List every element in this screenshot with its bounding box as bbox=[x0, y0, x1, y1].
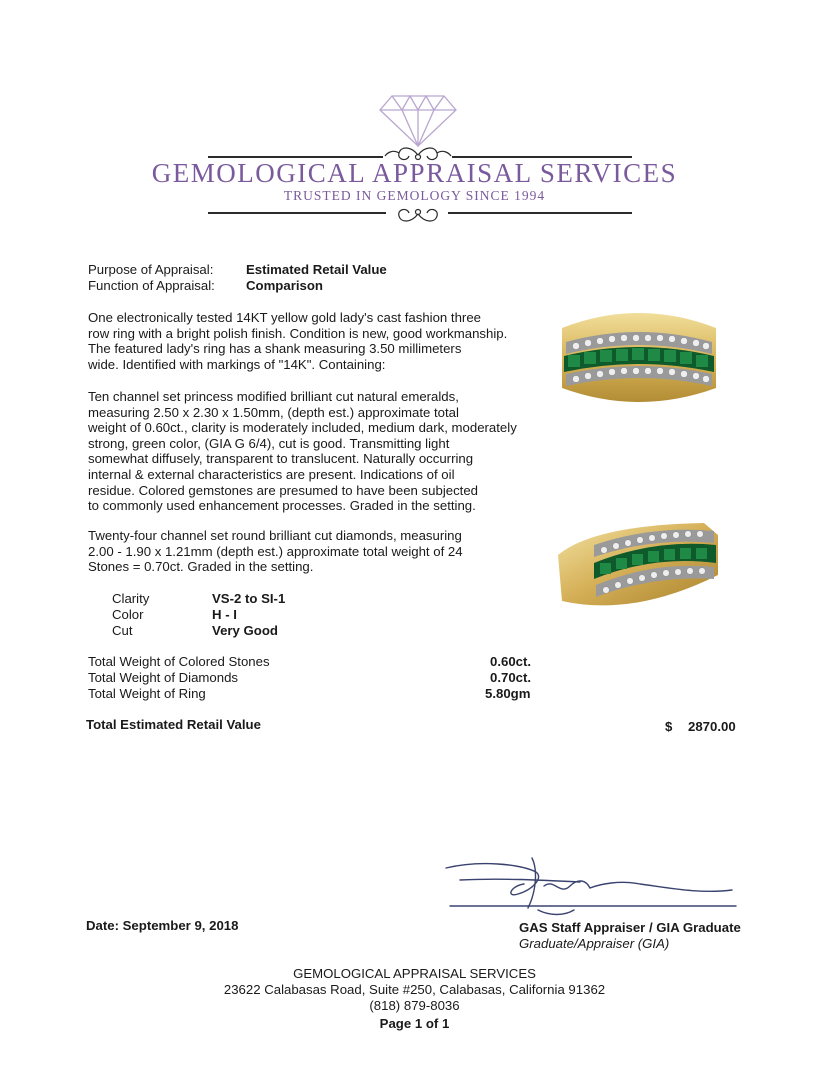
color-label: Color bbox=[112, 607, 144, 622]
header-rule-bottom-left bbox=[208, 212, 386, 214]
appraiser-signature bbox=[440, 850, 740, 920]
scroll-ornament-bottom-icon bbox=[383, 203, 453, 225]
purpose-label: Purpose of Appraisal: bbox=[88, 262, 214, 277]
header-rule-bottom-right bbox=[448, 212, 632, 214]
function-value: Comparison bbox=[246, 278, 323, 293]
text-line: residue. Colored gemstones are presumed to have been subjected bbox=[88, 482, 479, 498]
text-line: 2.00 - 1.90 x 1.21mm (depth est.) approximate total weight of 24 bbox=[88, 543, 463, 559]
text-line: Twenty-four channel set round brilliant cut diamonds, measuring bbox=[88, 528, 462, 543]
footer-address: 23622 Calabasas Road, Suite #250, Calabasas, California 91362 bbox=[223, 982, 606, 997]
text-line: wide. Identified with markings of "14K". Containing: bbox=[88, 356, 386, 372]
text-line: One electronically tested 14KT yellow gold lady's cast fashion three bbox=[88, 310, 481, 325]
appraiser-title: GAS Staff Appraiser / GIA Graduate bbox=[519, 920, 741, 935]
company-name-header: GEMOLOGICAL APPRAISAL SERVICES bbox=[151, 158, 678, 188]
text-line: row ring with a bright polish finish. Condition is new, good workmanship. bbox=[88, 325, 508, 341]
company-tagline: TRUSTED IN GEMOLOGY SINCE 1994 bbox=[283, 188, 546, 203]
text-line: The featured lady's ring has a shank measuring 3.50 millimeters bbox=[88, 341, 462, 357]
clarity-value: VS-2 to SI-1 bbox=[212, 591, 286, 606]
appraiser-subtitle: Graduate/Appraiser (GIA) bbox=[519, 936, 670, 951]
purpose-value: Estimated Retail Value bbox=[246, 262, 387, 277]
footer-company: GEMOLOGICAL APPRAISAL SERVICES bbox=[293, 966, 536, 981]
total-value: 2870.00 bbox=[688, 719, 736, 734]
total-currency: $ bbox=[665, 719, 673, 734]
text-line: somewhat diffusely, transparent to translucent. Naturally occurring bbox=[88, 451, 474, 467]
function-label: Function of Appraisal: bbox=[88, 278, 215, 293]
diamond-weight-label: Total Weight of Diamonds bbox=[88, 670, 239, 685]
diamond-logo-icon bbox=[378, 88, 458, 148]
colored-weight-label: Total Weight of Colored Stones bbox=[88, 654, 270, 669]
ring-photo-angle bbox=[554, 505, 724, 623]
ring-weight-value: 5.80gm bbox=[485, 686, 531, 701]
text-line: Stones = 0.70ct. Graded in the setting. bbox=[88, 559, 314, 575]
cut-value: Very Good bbox=[212, 623, 278, 638]
text-line: strong, green color, (GIA G 6/4), cut is good. Transmitting light bbox=[88, 435, 450, 451]
text-line: measuring 2.50 x 2.30 x 1.50mm, (depth est.) approximate total bbox=[88, 404, 459, 420]
color-value: H - I bbox=[212, 607, 237, 622]
total-value-label: Total Estimated Retail Value bbox=[86, 717, 261, 732]
description-diamonds bbox=[88, 528, 533, 575]
colored-weight-value: 0.60ct. bbox=[490, 654, 532, 669]
text-line: to commonly used enhancement processes. Graded in the setting. bbox=[88, 498, 476, 514]
appraisal-date: Date: September 9, 2018 bbox=[86, 918, 239, 933]
ring-weight-label: Total Weight of Ring bbox=[88, 686, 206, 701]
text-line: internal & external characteristics are present. Indications of oil bbox=[88, 466, 455, 482]
description-metal bbox=[88, 310, 533, 372]
ring-photo-front bbox=[554, 298, 724, 416]
page-number: Page 1 of 1 bbox=[379, 1016, 450, 1031]
cut-label: Cut bbox=[112, 623, 133, 638]
text-line: weight of 0.60ct., clarity is moderately included, medium dark, moderately bbox=[88, 420, 517, 436]
description-emeralds bbox=[88, 389, 533, 514]
diamond-weight-value: 0.70ct. bbox=[490, 670, 532, 685]
text-line: Ten channel set princess modified brilliant cut natural emeralds, bbox=[88, 389, 459, 404]
clarity-label: Clarity bbox=[112, 591, 150, 606]
footer-phone: (818) 879-8036 bbox=[369, 998, 460, 1013]
